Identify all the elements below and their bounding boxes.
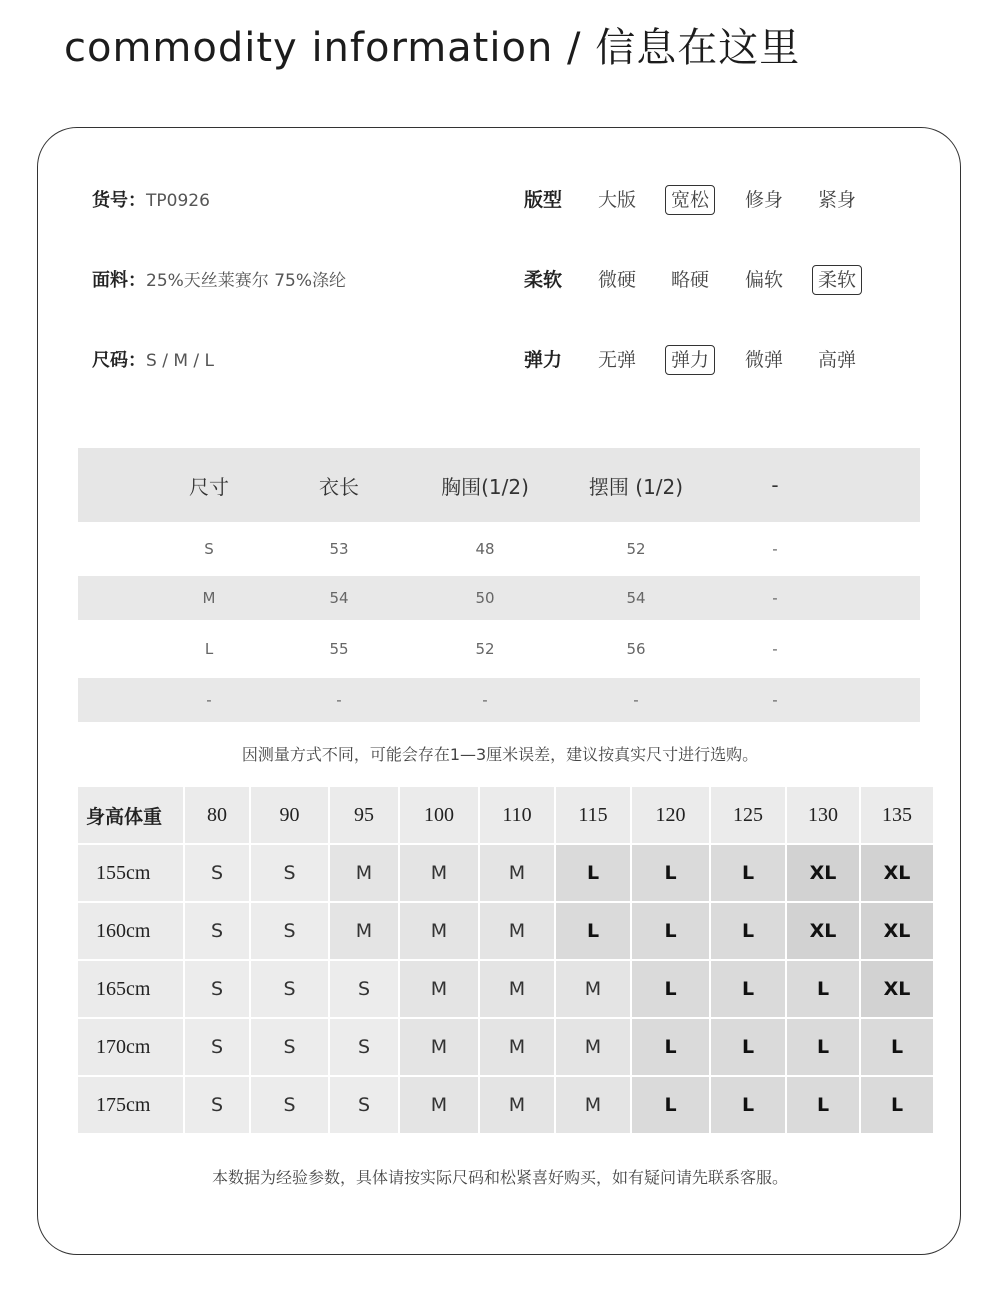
hw-size-cell: L — [632, 961, 709, 1017]
size-table-cell: S — [204, 540, 214, 558]
measurement-note: 因测量方式不同，可能会存在1—3厘米误差，建议按真实尺寸进行选购。 — [241, 745, 759, 764]
hw-size-cell: M — [400, 845, 478, 901]
attribute-label: 弹力 — [524, 349, 563, 371]
size-table-header-cell: 胸围(1/2) — [441, 474, 529, 499]
size-table-cell: - — [772, 589, 778, 607]
hw-size-cell: S — [251, 845, 328, 901]
fabric-line — [92, 266, 346, 292]
size-table-row — [78, 522, 920, 576]
size-table-cell: 52 — [475, 640, 495, 658]
hw-size-cell: M — [480, 903, 554, 959]
size-table-cell: - — [482, 691, 488, 709]
size-table-cell: - — [336, 691, 342, 709]
hw-size-cell: L — [711, 903, 785, 959]
hw-weight-header: 110 — [480, 787, 554, 843]
attribute-row — [524, 343, 884, 377]
hw-size-cell: M — [556, 1019, 630, 1075]
size-value: S / M / L — [146, 351, 214, 371]
attribute-option: 偏软 — [744, 269, 783, 291]
hw-size-cell: M — [480, 1077, 554, 1133]
hw-size-cell: S — [185, 845, 249, 901]
attribute-option: 微硬 — [597, 269, 636, 291]
hw-size-cell: XL — [861, 845, 933, 901]
hw-size-cell: S — [330, 961, 398, 1017]
hw-size-cell: M — [556, 961, 630, 1017]
hw-size-cell: S — [330, 1019, 398, 1075]
hw-size-cell: S — [185, 961, 249, 1017]
hw-size-cell: L — [787, 961, 859, 1017]
hw-size-cell: L — [632, 1077, 709, 1133]
size-table-cell: 52 — [626, 540, 646, 558]
fabric-label: 面料： — [92, 270, 146, 291]
sku-line — [92, 186, 210, 212]
hw-size-cell: L — [787, 1077, 859, 1133]
hw-size-cell: XL — [861, 903, 933, 959]
hw-size-cell: S — [251, 1077, 328, 1133]
size-table-cell: - — [772, 691, 778, 709]
hw-height-label: 170cm — [78, 1019, 183, 1075]
hw-weight-header: 125 — [711, 787, 785, 843]
size-table-cell: 54 — [329, 589, 349, 607]
hw-weight-header: 120 — [632, 787, 709, 843]
hw-size-cell: M — [480, 845, 554, 901]
size-table-row — [78, 678, 920, 722]
hw-size-cell: S — [330, 1077, 398, 1133]
hw-size-cell: L — [556, 903, 630, 959]
sku-label: 货号： — [92, 190, 146, 211]
hw-height-label: 175cm — [78, 1077, 183, 1133]
size-table-cell: - — [633, 691, 639, 709]
hw-size-cell: S — [251, 1019, 328, 1075]
hw-size-cell: M — [330, 845, 398, 901]
attribute-option: 大版 — [597, 189, 636, 211]
size-table-row — [78, 576, 920, 620]
attribute-option: 无弹 — [597, 349, 636, 371]
attribute-row — [524, 183, 884, 217]
hw-height-label: 155cm — [78, 845, 183, 901]
hw-weight-header: 100 — [400, 787, 478, 843]
hw-size-cell: M — [400, 1019, 478, 1075]
size-table-cell: - — [206, 691, 212, 709]
size-table-header-cell: 衣长 — [319, 474, 359, 499]
size-table-cell: - — [772, 640, 778, 658]
size-table-cell: 55 — [329, 640, 349, 658]
disclaimer-note: 本数据为经验参数，具体请按实际尺码和松紧喜好购买，如有疑问请先联系客服。 — [211, 1168, 788, 1187]
hw-size-cell: L — [711, 961, 785, 1017]
hw-size-cell: L — [711, 1077, 785, 1133]
size-table-header-cell: 摆围 (1/2) — [588, 474, 684, 499]
size-table-cell: L — [204, 640, 214, 658]
hw-size-cell: S — [185, 1019, 249, 1075]
hw-weight-header: 135 — [861, 787, 933, 843]
size-table-cell: 56 — [626, 640, 646, 658]
hw-size-cell: XL — [861, 961, 933, 1017]
fabric-value: 25%天丝莱赛尔 75%涤纶 — [146, 271, 346, 291]
attribute-option: 修身 — [744, 189, 783, 211]
attribute-option-selected: 柔软 — [812, 265, 862, 295]
size-table-cell: 48 — [475, 540, 495, 558]
hw-size-cell: M — [400, 961, 478, 1017]
attribute-row — [524, 263, 884, 297]
hw-size-cell: XL — [787, 845, 859, 901]
size-table-header-cell: - — [771, 473, 779, 497]
hw-size-cell: L — [711, 1019, 785, 1075]
size-table-header-cell: 尺寸 — [189, 474, 229, 499]
hw-weight-header: 95 — [330, 787, 398, 843]
attribute-option: 紧身 — [817, 189, 856, 211]
hw-size-cell: S — [185, 903, 249, 959]
size-table-cell: - — [772, 540, 778, 558]
size-table-cell: M — [202, 589, 216, 607]
sku-value: TP0926 — [146, 191, 210, 211]
hw-size-cell: L — [632, 903, 709, 959]
hw-size-cell: S — [185, 1077, 249, 1133]
hw-size-cell: L — [556, 845, 630, 901]
hw-height-label: 160cm — [78, 903, 183, 959]
hw-weight-header: 115 — [556, 787, 630, 843]
attribute-option: 略硬 — [670, 269, 709, 291]
attribute-label: 柔软 — [524, 269, 563, 291]
attribute-label: 版型 — [524, 189, 563, 211]
hw-size-cell: M — [556, 1077, 630, 1133]
hw-size-cell: S — [251, 961, 328, 1017]
size-table-cell: 53 — [329, 540, 349, 558]
hw-size-cell: L — [632, 1019, 709, 1075]
hw-weight-header: 130 — [787, 787, 859, 843]
hw-size-cell: L — [861, 1019, 933, 1075]
hw-size-cell: L — [632, 845, 709, 901]
page-title: commodity information / 信息在这里 — [64, 25, 801, 71]
hw-size-cell: M — [480, 961, 554, 1017]
hw-weight-header: 80 — [185, 787, 249, 843]
attribute-option: 微弹 — [744, 349, 783, 371]
hw-size-cell: L — [787, 1019, 859, 1075]
hw-size-cell: M — [330, 903, 398, 959]
size-line — [92, 346, 214, 372]
size-table-header — [78, 448, 920, 522]
size-table-cell: 54 — [626, 589, 646, 607]
size-label: 尺码： — [92, 350, 146, 371]
hw-size-cell: XL — [787, 903, 859, 959]
hw-size-cell: S — [251, 903, 328, 959]
hw-weight-header: 90 — [251, 787, 328, 843]
size-table-cell: 50 — [475, 589, 495, 607]
hw-size-cell: M — [400, 1077, 478, 1133]
hw-size-cell: M — [480, 1019, 554, 1075]
attribute-option: 高弹 — [817, 349, 856, 371]
hw-size-cell: L — [861, 1077, 933, 1133]
attribute-option-selected: 弹力 — [665, 345, 715, 375]
size-table — [78, 448, 920, 722]
hw-height-label: 165cm — [78, 961, 183, 1017]
hw-size-cell: L — [711, 845, 785, 901]
size-table-row — [78, 620, 920, 678]
hw-size-cell: M — [400, 903, 478, 959]
attribute-option-selected: 宽松 — [665, 185, 715, 215]
hw-corner-label: 身高体重 — [78, 787, 183, 843]
